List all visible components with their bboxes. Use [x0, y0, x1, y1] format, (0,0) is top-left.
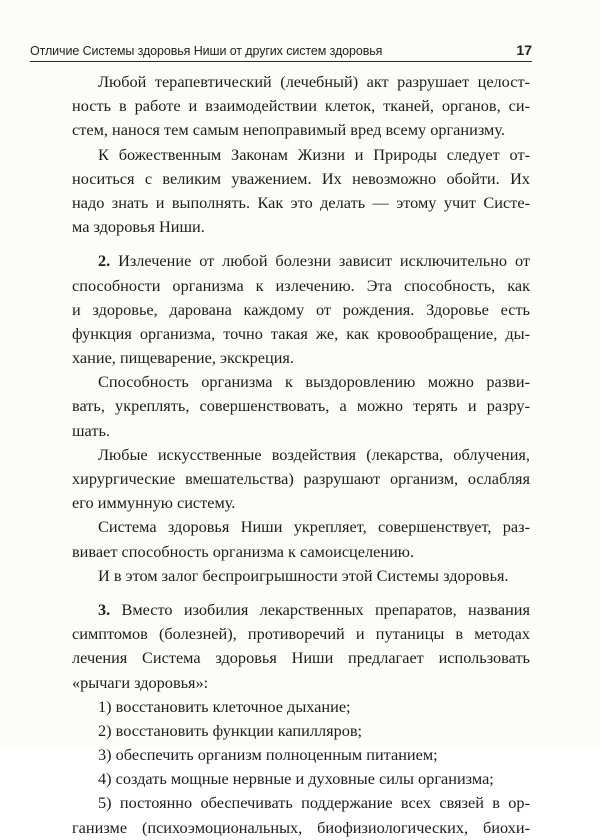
page-number: 17 [516, 42, 532, 58]
text-line: способности организма к излечению. Эта способность, как [72, 275, 530, 295]
paragraph-intro-2 [72, 143, 530, 240]
text-line: шать. [72, 420, 110, 440]
list-item: 1) восстановить клеточное дыхание; [98, 696, 351, 716]
text-line: Способность организма к выздоровлению можно разви- [98, 372, 530, 392]
section-gap [72, 588, 530, 598]
list-item: 3) обеспечить организм полноценным питанием; [98, 745, 438, 765]
page-header [30, 38, 532, 62]
section-number: 3. [98, 599, 111, 619]
text-line: лечения Система здоровья Ниши предлагает использовать [72, 648, 530, 668]
text-line: функция организма, точно такая же, как кровообращение, ды- [72, 323, 530, 343]
text-line: симптомов (болезней), противоречий и путаницы в методах [72, 624, 530, 644]
section-number: 2. [98, 251, 111, 271]
text-line: Любые искусственные воздействия (лекарства, облучения, [98, 444, 530, 464]
text-line: Система здоровья Ниши укрепляет, совершенствует, раз- [98, 517, 530, 537]
text-line: «рычаги здоровья»: [72, 672, 209, 692]
text-line: ность в работе и взаимодействии клеток, тканей, органов, си- [72, 96, 530, 116]
text-span: Излечение от любой болезни зависит исключительно от [118, 251, 530, 271]
page-body [72, 70, 530, 840]
text-line: К божественным Законам Жизни и Природы следует от- [98, 144, 530, 164]
text-line: хание, пищеварение, экскреция. [72, 348, 294, 368]
text-line [72, 249, 530, 273]
text-line: ганизме (психоэмоциональных, биофизиологических, биохи- [72, 817, 530, 837]
list-item: 4) создать мощные нервные и духовные силы организма; [98, 769, 494, 789]
running-title: Отличие Системы здоровья Ниши от других систем здоровья [30, 44, 383, 58]
text-line: вать, укреплять, совершенствовать, а можно терять и разру- [72, 396, 530, 416]
text-line: Любой терапевтический (лечебный) акт разрушает целост- [98, 72, 530, 91]
section-3 [72, 598, 530, 840]
text-line: его иммунную систему. [72, 493, 236, 513]
section-2 [72, 249, 530, 588]
text-span: Вместо изобилия лекарственных препаратов, названия [121, 599, 530, 619]
section-gap [72, 239, 530, 249]
list-item: 2) восстановить функции капилляров; [98, 720, 363, 740]
text-line: носиться с великим уважением. Их невозможно обойти. Их [72, 168, 530, 188]
paragraph-intro-1 [72, 70, 530, 143]
text-line: надо знать и выполнять. Как это делать — этому учит Систе- [72, 192, 530, 212]
list-item: 5) постоянно обеспечивать поддержание всех связей в ор- [98, 793, 530, 813]
text-line: вивает способность организма к самоисцелению. [72, 541, 415, 561]
text-line: стем, нанося тем самым непоправимый вред всему организму. [72, 120, 505, 140]
text-line: и здоровье, дарована каждому от рождения. Здоровье есть [72, 299, 530, 319]
text-line: И в этом залог беспроигрышности этой Системы здоровья. [98, 565, 509, 585]
text-line: хирургические вмешательства) разрушают организм, ослабляя [72, 469, 530, 488]
text-line: ма здоровья Ниши. [72, 217, 205, 237]
text-line [72, 598, 530, 622]
